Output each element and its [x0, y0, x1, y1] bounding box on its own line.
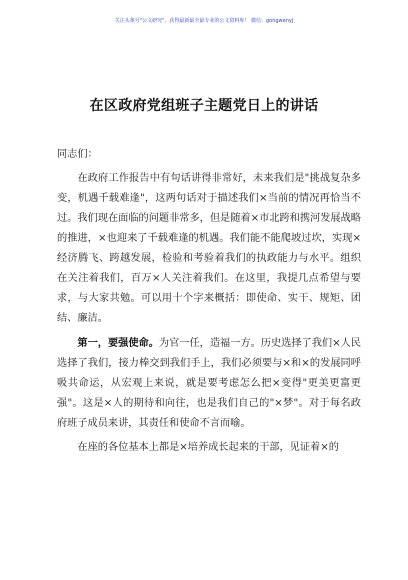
document-title: 在区政府党组班子主题党日上的讲话 — [89, 98, 319, 114]
paragraph-2 — [57, 333, 361, 434]
salutation: 同志们： — [57, 149, 98, 160]
paragraph-2-rest: 为官一任，造福一方。历史选择了我们×人民选择了我们，接力棒交到我们手上，我们必须要与×和×的发展同呼吸共命运，从宏观上来说，就是要考虑怎么把×变得"更美更富更强"。这是×人的期待和向往，也是我们自己的"×梦"。对于每名政府班子成员来讲，其责任和使命不言而喻。 — [57, 338, 361, 429]
paragraph-3: 在座的各位基本上都是×培养成长起来的干部，见证着×的 — [77, 442, 339, 453]
paragraph-2-lead: 第一，要强使命。 — [77, 337, 159, 349]
paragraph-1: 在政府工作报告中有句话讲得非常好，未来我们是"挑战复杂多变，机遇千载难逢"，这两句话对于描述我们×当前的情况再恰当不过。我们现在面临的问题非常多，但是随着×市北跨和携河发展战略的推进，×也迎来了千载难逢的机遇。我们能不能爬坡过坎，实现×经济腾飞、跨越发展，检验和考验着我们的执政能力与水平。组织在关注着我们，百万×人关注着我们。在这里，我提几点希望与要求，与大家共勉。可以用十个字来概括：即使命、实干、规矩、团结、廉洁。 — [57, 173, 361, 324]
document-body — [57, 145, 361, 462]
header-notice: 关注头条号"公文研究"，获得最新最全最专业的公文资料库！ 微信：gongwenyj — [114, 18, 294, 24]
